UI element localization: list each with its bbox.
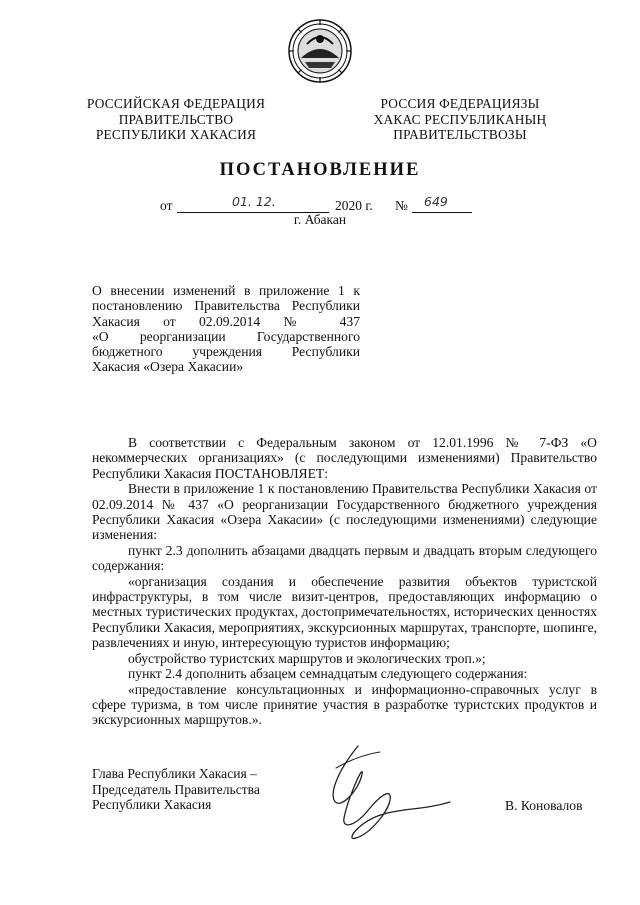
subject-line: бюджетного учреждения Республики [92,344,360,360]
date-year: 2020 г. [335,198,373,213]
body-paragraph: пункт 2.3 дополнить абзацами двадцать первым и двадцать вторым следующего содержания: [92,542,597,574]
signatory-title-line: Республики Хакасия [92,797,212,812]
date-prefix: от [160,198,173,213]
subject-line: «О реорганизации Государственного [92,328,360,344]
document-subject [92,283,360,375]
date-handwritten: 01. 12. [232,194,276,209]
header-right-line: РОССИЯ ФЕДЕРАЦИЯЗЫ [380,96,540,111]
header-right-line: ХАКАС РЕСПУБЛИКАНЫҢ [373,111,547,127]
document-body [92,435,597,728]
body-paragraph: пункт 2.4 дополнить абзацем семнадцатым следующего содержания: [128,666,528,682]
body-paragraph: «организация создания и обеспечение развития объектов туристской инфраструктуры, в том числе визит-центров, предоставляющих информацию о местных туристических продуктах, достопримечательностях, исторических ценностях Республики Хакасия, мероприятиях, экскурсионных маршрутах, транспорте, шопинге, развлечениях и иную, интересующую туристов информацию; [92,573,597,651]
number-handwritten: 649 [424,194,448,209]
signatory-title-line: Глава Республики Хакасия – [92,766,257,781]
header-left-block [78,96,274,143]
signatory-title [92,766,292,813]
header-left-line: РЕСПУБЛИКИ ХАКАСИЯ [95,127,257,142]
signatory-title-line: Председатель Правительства [92,781,260,797]
body-paragraph: В соответствии с Федеральным законом от 12.01.1996 № 7-ФЗ «О некоммерческих организациях» (с последующими изменениями) Правительство Республики Хакасия ПОСТАНОВЛЯЕТ: [92,435,597,481]
body-paragraph: «предоставление консультационных и информационно-справочных услуг в сфере туризма, в том числе принятие участия в разработке туристских продуктов и экскурсионных маршрутов.». [92,681,597,728]
signatory-name: В. Коновалов [505,798,583,813]
body-paragraph: Внести в приложение 1 к постановлению Правительства Республики Хакасия от 02.09.2014 № 437 «О реорганизации Государственного бюджетного учреждения Республики Хакасия «Озера Хакасии» (с последующими изменениями) следующие изменения: [92,481,597,543]
subject-line: О внесении изменений в приложение 1 к [92,283,360,298]
subject-line: постановлению Правительства Республики [92,298,360,314]
coat-of-arms-emblem [287,18,353,84]
subject-line: Хакасия от 02.09.2014 № 437 [92,313,360,329]
subject-line: Хакасия «Озера Хакасии» [92,359,244,375]
city: г. Абакан [293,212,347,227]
document-title: ПОСТАНОВЛЕНИЕ [219,160,421,180]
body-paragraph: обустройство туристских маршрутов и экологических троп.»; [128,650,486,666]
number-prefix: № [395,198,408,213]
header-left-line: ПРАВИТЕЛЬСТВО [118,111,234,127]
header-left-line: РОССИЙСКАЯ ФЕДЕРАЦИЯ [86,96,266,111]
handwritten-signature [300,738,460,848]
header-right-block [360,96,560,143]
header-right-line: ПРАВИТЕЛЬСТВОЗЫ [393,127,527,142]
